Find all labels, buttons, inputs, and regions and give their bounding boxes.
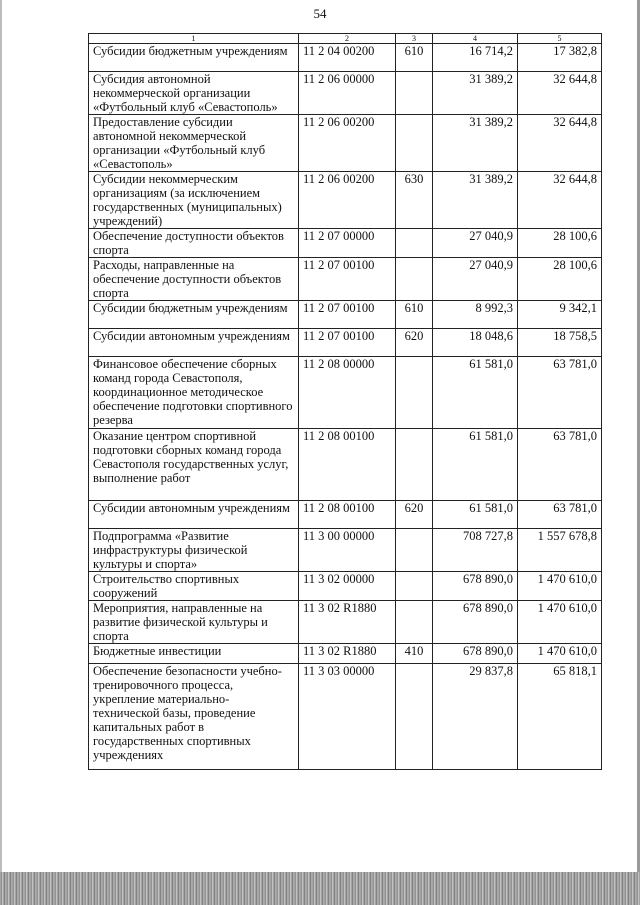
row-name-cell: Обеспечение безопасности учебно-тренировочного процесса, укрепление материально-технической базы, проведение капитальных работ в государственных спортивных учреждениях xyxy=(89,664,299,770)
table-body xyxy=(89,44,602,770)
row-expense-type-cell: 620 xyxy=(396,329,433,357)
row-amount-year2-cell: 9 342,1 xyxy=(518,301,602,329)
row-code-cell: 11 2 07 00100 xyxy=(299,258,396,301)
column-number-2: 2 xyxy=(299,34,396,44)
row-expense-type-cell xyxy=(396,115,433,172)
scan-artifact-strip xyxy=(0,872,640,905)
row-code-cell: 11 3 02 R1880 xyxy=(299,644,396,664)
row-amount-year2-cell: 32 644,8 xyxy=(518,115,602,172)
row-name-cell: Субсидии некоммерческим организациям (за исключением государственных (муниципальных) учреждений) xyxy=(89,172,299,229)
row-code-cell: 11 2 06 00000 xyxy=(299,72,396,115)
row-expense-type-cell: 610 xyxy=(396,44,433,72)
table-row xyxy=(89,644,602,664)
row-expense-type-cell xyxy=(396,529,433,572)
row-name-cell: Субсидии автономным учреждениям xyxy=(89,329,299,357)
row-amount-year1-cell: 31 389,2 xyxy=(433,115,518,172)
row-amount-year2-cell: 63 781,0 xyxy=(518,501,602,529)
table-row xyxy=(89,664,602,770)
table-row xyxy=(89,329,602,357)
row-amount-year1-cell: 29 837,8 xyxy=(433,664,518,770)
row-amount-year2-cell: 17 382,8 xyxy=(518,44,602,72)
table-row xyxy=(89,301,602,329)
row-code-cell: 11 2 06 00200 xyxy=(299,172,396,229)
row-amount-year2-cell: 1 557 678,8 xyxy=(518,529,602,572)
row-code-cell: 11 3 00 00000 xyxy=(299,529,396,572)
row-amount-year1-cell: 31 389,2 xyxy=(433,72,518,115)
table-row xyxy=(89,44,602,72)
column-number-4: 4 xyxy=(433,34,518,44)
row-name-cell: Подпрограмма «Развитие инфраструктуры физической культуры и спорта» xyxy=(89,529,299,572)
table-header xyxy=(89,34,602,44)
table-row xyxy=(89,429,602,501)
row-name-cell: Обеспечение доступности объектов спорта xyxy=(89,229,299,258)
row-amount-year1-cell: 27 040,9 xyxy=(433,258,518,301)
table-row xyxy=(89,357,602,429)
row-name-cell: Финансовое обеспечение сборных команд города Севастополя, координационное методическое обеспечение подготовки спортивного резерва xyxy=(89,357,299,429)
row-amount-year2-cell: 1 470 610,0 xyxy=(518,644,602,664)
row-expense-type-cell xyxy=(396,72,433,115)
table-row xyxy=(89,229,602,258)
row-name-cell: Субсидии бюджетным учреждениям xyxy=(89,44,299,72)
row-amount-year1-cell: 18 048,6 xyxy=(433,329,518,357)
table-row xyxy=(89,72,602,115)
table-row xyxy=(89,572,602,601)
row-name-cell: Оказание центром спортивной подготовки сборных команд города Севастополя государственных услуг, выполнение работ xyxy=(89,429,299,501)
row-amount-year1-cell: 61 581,0 xyxy=(433,429,518,501)
row-code-cell: 11 3 03 00000 xyxy=(299,664,396,770)
budget-table xyxy=(88,33,602,770)
row-name-cell: Строительство спортивных сооружений xyxy=(89,572,299,601)
row-code-cell: 11 2 04 00200 xyxy=(299,44,396,72)
table-row xyxy=(89,501,602,529)
row-name-cell: Мероприятия, направленные на развитие физической культуры и спорта xyxy=(89,601,299,644)
row-name-cell: Расходы, направленные на обеспечение доступности объектов спорта xyxy=(89,258,299,301)
row-expense-type-cell xyxy=(396,429,433,501)
row-amount-year2-cell: 1 470 610,0 xyxy=(518,601,602,644)
row-code-cell: 11 2 07 00100 xyxy=(299,329,396,357)
row-code-cell: 11 2 06 00200 xyxy=(299,115,396,172)
table-row xyxy=(89,601,602,644)
row-expense-type-cell xyxy=(396,357,433,429)
column-number-3: 3 xyxy=(396,34,433,44)
row-amount-year1-cell: 61 581,0 xyxy=(433,357,518,429)
table-row xyxy=(89,529,602,572)
row-expense-type-cell: 630 xyxy=(396,172,433,229)
row-amount-year2-cell: 63 781,0 xyxy=(518,357,602,429)
row-expense-type-cell xyxy=(396,229,433,258)
row-amount-year2-cell: 32 644,8 xyxy=(518,72,602,115)
row-amount-year1-cell: 31 389,2 xyxy=(433,172,518,229)
page-number: 54 xyxy=(313,6,327,21)
row-name-cell: Субсидии бюджетным учреждениям xyxy=(89,301,299,329)
row-name-cell: Субсидия автономной некоммерческой организации «Футбольный клуб «Севастополь» xyxy=(89,72,299,115)
row-code-cell: 11 2 08 00100 xyxy=(299,429,396,501)
row-name-cell: Бюджетные инвестиции xyxy=(89,644,299,664)
row-code-cell: 11 3 02 00000 xyxy=(299,572,396,601)
row-amount-year2-cell: 65 818,1 xyxy=(518,664,602,770)
row-amount-year1-cell: 16 714,2 xyxy=(433,44,518,72)
row-amount-year1-cell: 678 890,0 xyxy=(433,644,518,664)
row-code-cell: 11 2 08 00000 xyxy=(299,357,396,429)
row-expense-type-cell xyxy=(396,258,433,301)
table-row xyxy=(89,172,602,229)
row-expense-type-cell: 620 xyxy=(396,501,433,529)
row-name-cell: Предоставление субсидии автономной некоммерческой организации «Футбольный клуб «Севастополь» xyxy=(89,115,299,172)
row-amount-year2-cell: 28 100,6 xyxy=(518,258,602,301)
row-code-cell: 11 2 07 00000 xyxy=(299,229,396,258)
row-amount-year2-cell: 63 781,0 xyxy=(518,429,602,501)
row-amount-year1-cell: 27 040,9 xyxy=(433,229,518,258)
row-expense-type-cell xyxy=(396,601,433,644)
row-amount-year1-cell: 678 890,0 xyxy=(433,601,518,644)
row-code-cell: 11 2 08 00100 xyxy=(299,501,396,529)
row-expense-type-cell xyxy=(396,664,433,770)
row-amount-year2-cell: 1 470 610,0 xyxy=(518,572,602,601)
row-amount-year2-cell: 32 644,8 xyxy=(518,172,602,229)
row-code-cell: 11 3 02 R1880 xyxy=(299,601,396,644)
row-amount-year2-cell: 28 100,6 xyxy=(518,229,602,258)
row-amount-year1-cell: 8 992,3 xyxy=(433,301,518,329)
row-expense-type-cell: 410 xyxy=(396,644,433,664)
column-number-row xyxy=(89,34,602,44)
row-expense-type-cell xyxy=(396,572,433,601)
row-amount-year1-cell: 61 581,0 xyxy=(433,501,518,529)
row-amount-year1-cell: 678 890,0 xyxy=(433,572,518,601)
row-expense-type-cell: 610 xyxy=(396,301,433,329)
row-amount-year2-cell: 18 758,5 xyxy=(518,329,602,357)
scan-left-edge xyxy=(0,0,2,905)
row-name-cell: Субсидии автономным учреждениям xyxy=(89,501,299,529)
row-code-cell: 11 2 07 00100 xyxy=(299,301,396,329)
row-amount-year1-cell: 708 727,8 xyxy=(433,529,518,572)
column-number-5: 5 xyxy=(518,34,602,44)
table-row xyxy=(89,115,602,172)
column-number-1: 1 xyxy=(89,34,299,44)
table-row xyxy=(89,258,602,301)
